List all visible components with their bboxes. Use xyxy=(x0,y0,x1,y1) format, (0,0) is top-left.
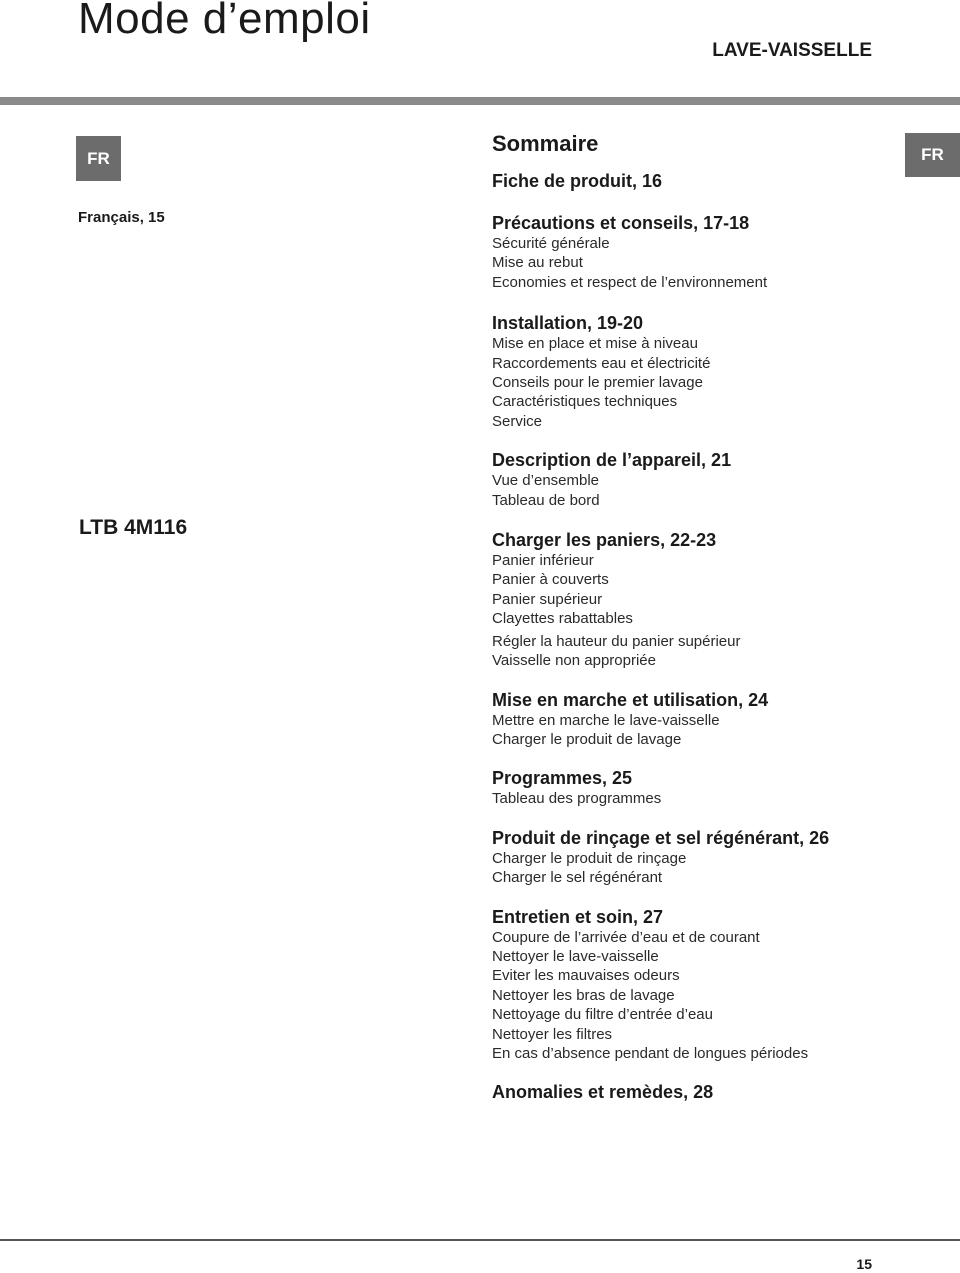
toc-item: Coupure de l’arrivée d’eau et de courant xyxy=(492,928,760,946)
toc-item: Raccordements eau et électricité xyxy=(492,354,711,372)
toc-item: Tableau de bord xyxy=(492,491,600,509)
toc-item: Régler la hauteur du panier supérieur xyxy=(492,632,741,650)
page-number: 15 xyxy=(856,1256,872,1272)
toc-item: Charger le produit de rinçage xyxy=(492,849,687,867)
toc-section xyxy=(492,312,932,431)
toc-section xyxy=(492,906,932,1064)
toc-item: Sécurité générale xyxy=(492,235,610,252)
toc-section xyxy=(492,529,932,670)
header-divider xyxy=(0,97,960,105)
toc-section xyxy=(492,827,932,888)
toc-section-title: Précautions et conseils, 17-18 xyxy=(492,213,750,233)
document-subtitle: LAVE-VAISSELLE xyxy=(712,40,872,61)
toc-item: Nettoyer les bras de lavage xyxy=(492,986,675,1004)
toc-item: Vue d’ensemble xyxy=(492,472,600,490)
model-number: LTB 4M116 xyxy=(79,516,188,539)
toc-sections xyxy=(492,170,932,1103)
toc-section xyxy=(492,1081,932,1103)
toc-heading: Sommaire xyxy=(492,131,599,156)
toc-section xyxy=(492,212,932,292)
toc-section-title: Produit de rinçage et sel régénérant, 26 xyxy=(492,827,830,848)
toc-item: Charger le produit de lavage xyxy=(492,730,682,748)
toc-section xyxy=(492,170,932,192)
toc-item: Charger le sel régénérant xyxy=(492,869,663,887)
language-reference: Français, 15 xyxy=(78,209,165,226)
toc-item: Caractéristiques techniques xyxy=(492,393,678,411)
toc-item: En cas d’absence pendant de longues périodes xyxy=(492,1044,809,1062)
toc-item: Conseils pour le premier lavage xyxy=(492,374,703,392)
toc-item: Nettoyage du filtre d’entrée d’eau xyxy=(492,1006,713,1024)
toc-section-title: Installation, 19-20 xyxy=(492,313,644,334)
toc-item: Nettoyer le lave-vaisselle xyxy=(492,947,659,965)
toc-item: Panier inférieur xyxy=(492,552,594,570)
toc-item: Service xyxy=(492,412,543,430)
language-badge-right: FR xyxy=(905,133,960,177)
toc-item: Vaisselle non appropriée xyxy=(492,652,656,670)
toc-section-title: Description de l’appareil, 21 xyxy=(492,450,732,471)
toc-section-title: Fiche de produit, 16 xyxy=(492,171,663,191)
toc-item: Mise en place et mise à niveau xyxy=(492,335,698,353)
toc-section-title: Mise en marche et utilisation, 24 xyxy=(492,689,769,710)
toc-item: Eviter les mauvaises odeurs xyxy=(492,967,680,985)
toc-section-title: Programmes, 25 xyxy=(492,768,633,789)
document-title: Mode d’emploi xyxy=(78,0,371,43)
toc-item: Mettre en marche le lave-vaisselle xyxy=(492,711,720,729)
toc-section xyxy=(492,689,932,750)
table-of-contents xyxy=(492,130,932,1121)
toc-item: Panier supérieur xyxy=(492,590,603,608)
toc-section-title: Charger les paniers, 22-23 xyxy=(492,530,717,551)
toc-section-title: Anomalies et remèdes, 28 xyxy=(492,1082,714,1103)
toc-item: Panier à couverts xyxy=(492,571,609,589)
toc-item: Economies et respect de l’environnement xyxy=(492,273,768,291)
toc-item: Clayettes rabattables xyxy=(492,610,633,628)
toc-item: Nettoyer les filtres xyxy=(492,1025,613,1043)
language-badge-left: FR xyxy=(76,136,121,181)
toc-item: Tableau des programmes xyxy=(492,790,662,808)
toc-section-title: Entretien et soin, 27 xyxy=(492,906,664,927)
toc-section xyxy=(492,449,932,510)
toc-item: Mise au rebut xyxy=(492,254,583,272)
toc-section xyxy=(492,767,932,808)
footer-divider xyxy=(0,1239,960,1241)
